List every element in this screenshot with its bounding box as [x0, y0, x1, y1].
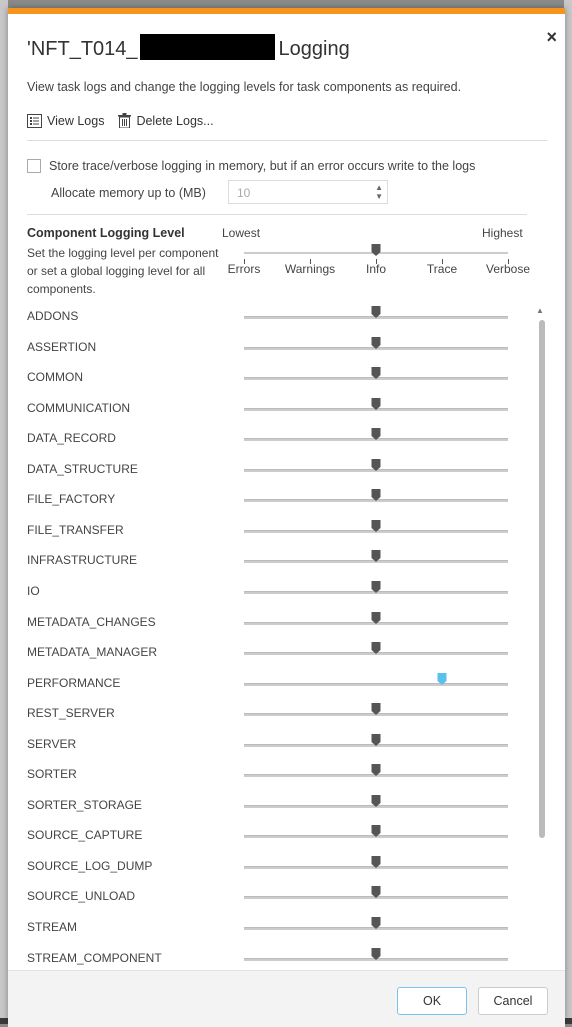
component-name: COMMUNICATION: [27, 400, 131, 415]
dialog-footer: [8, 970, 565, 1027]
component-slider-thumb[interactable]: [372, 550, 381, 562]
component-name: SOURCE_CAPTURE: [27, 828, 143, 843]
component-name: PERFORMANCE: [27, 675, 121, 690]
component-name: METADATA_CHANGES: [27, 614, 156, 629]
component-row: [8, 487, 538, 517]
component-row: [8, 426, 538, 456]
component-slider-thumb[interactable]: [372, 459, 381, 471]
component-name: DATA_RECORD: [27, 431, 116, 446]
component-slider-thumb[interactable]: [372, 856, 381, 868]
component-slider-thumb[interactable]: [372, 825, 381, 837]
component-slider-track[interactable]: [244, 683, 508, 686]
component-row: [8, 915, 538, 945]
store-in-memory-checkbox[interactable]: [27, 159, 41, 173]
component-name: REST_SERVER: [27, 706, 115, 721]
scroll-up-icon[interactable]: ▲: [536, 306, 544, 315]
component-name: SOURCE_UNLOAD: [27, 889, 136, 904]
component-name: FILE_TRANSFER: [27, 522, 124, 537]
background-page-left: [0, 0, 8, 1024]
component-name: SERVER: [27, 736, 77, 751]
component-row: [8, 610, 538, 640]
component-logging-title: Component Logging Level: [27, 226, 185, 240]
component-row: [8, 304, 538, 334]
background-page-right: [564, 0, 572, 1024]
divider: [27, 140, 547, 141]
store-in-memory-row: [27, 159, 475, 173]
component-name: IO: [27, 583, 40, 598]
component-slider-thumb[interactable]: [372, 581, 381, 593]
dialog-title: [27, 34, 350, 61]
global-slider-thumb[interactable]: [372, 244, 381, 256]
level-label-trace: Trace: [426, 262, 458, 276]
delete-logs-label: Delete Logs...: [136, 113, 214, 128]
delete-logs-button[interactable]: [118, 113, 213, 128]
component-slider-thumb[interactable]: [372, 367, 381, 379]
component-name: DATA_STRUCTURE: [27, 461, 138, 476]
component-row: [8, 762, 538, 792]
component-name: SOURCE_LOG_DUMP: [27, 858, 153, 873]
component-row: [8, 793, 538, 823]
component-name: ADDONS: [27, 309, 79, 323]
allocate-memory-label: Allocate memory up to (MB): [51, 186, 206, 200]
component-row: [8, 823, 538, 853]
component-logging-description: Set the logging level per component or set a global logging level for all components.: [27, 246, 219, 296]
allocate-memory-value: 10: [237, 186, 251, 200]
level-label-warnings: Warnings: [284, 262, 336, 276]
component-slider-thumb[interactable]: [372, 886, 381, 898]
component-name: INFRASTRUCTURE: [27, 553, 137, 568]
component-name: FILE_FACTORY: [27, 492, 116, 507]
component-name: COMMON: [27, 370, 83, 385]
lowest-label: Lowest: [222, 226, 261, 240]
component-row: [8, 671, 538, 701]
ok-button[interactable]: OK: [397, 987, 467, 1015]
component-row: [8, 548, 538, 578]
divider: [27, 214, 527, 215]
log-toolbar: [27, 113, 214, 128]
component-name: SORTER_STORAGE: [27, 797, 142, 812]
component-name: METADATA_MANAGER: [27, 645, 158, 660]
component-row: [8, 457, 538, 487]
component-slider-thumb[interactable]: [372, 703, 381, 715]
level-label-verbose: Verbose: [485, 262, 531, 276]
store-in-memory-label: Store trace/verbose logging in memory, but if an error occurs write to the logs: [49, 159, 476, 173]
dialog-title-prefix: 'NFT_T014_: [27, 38, 138, 60]
component-row: [8, 396, 538, 426]
redacted-block: [140, 34, 275, 60]
dialog-description: View task logs and change the logging levels for task components as required.: [27, 80, 462, 94]
spinner-arrows-icon[interactable]: ▲ ▼: [375, 183, 383, 201]
highest-label: Highest: [482, 226, 523, 240]
logging-dialog: [8, 8, 565, 1020]
scrollbar-thumb[interactable]: [539, 320, 545, 838]
component-row: [8, 518, 538, 548]
component-row: [8, 579, 538, 609]
view-logs-label: View Logs: [47, 113, 105, 128]
component-row: [8, 854, 538, 884]
level-label-errors: Errors: [227, 262, 261, 276]
component-slider-thumb[interactable]: [372, 612, 381, 624]
component-slider-thumb[interactable]: [372, 948, 381, 960]
component-slider-thumb[interactable]: [372, 489, 381, 501]
component-row: [8, 732, 538, 762]
component-row: [8, 365, 538, 395]
component-row: [8, 640, 538, 670]
component-slider-thumb[interactable]: [372, 734, 381, 746]
level-label-info: Info: [365, 262, 387, 276]
component-slider-thumb[interactable]: [372, 520, 381, 532]
component-slider-thumb[interactable]: [372, 306, 381, 318]
component-slider-thumb[interactable]: [372, 917, 381, 929]
component-slider-thumb[interactable]: [372, 337, 381, 349]
close-button[interactable]: ×: [546, 27, 557, 47]
component-slider-thumb[interactable]: [372, 642, 381, 654]
component-name: STREAM: [27, 920, 78, 934]
trash-icon: [118, 113, 131, 128]
component-name: STREAM_COMPONENT: [27, 950, 162, 965]
dialog-title-suffix: Logging: [278, 38, 350, 60]
component-row: [8, 701, 538, 731]
list-icon: [27, 114, 42, 128]
component-slider-thumb[interactable]: [372, 764, 381, 776]
cancel-button[interactable]: Cancel: [478, 987, 548, 1015]
component-row: [8, 335, 538, 365]
component-slider-thumb[interactable]: [372, 398, 381, 410]
component-slider-thumb[interactable]: [438, 673, 447, 685]
component-row: [8, 884, 538, 914]
component-slider-thumb[interactable]: [372, 428, 381, 440]
view-logs-button[interactable]: [27, 113, 104, 128]
component-name: SORTER: [27, 767, 77, 782]
allocate-memory-input[interactable]: [228, 180, 388, 204]
component-slider-thumb[interactable]: [372, 795, 381, 807]
component-name: ASSERTION: [27, 339, 97, 354]
